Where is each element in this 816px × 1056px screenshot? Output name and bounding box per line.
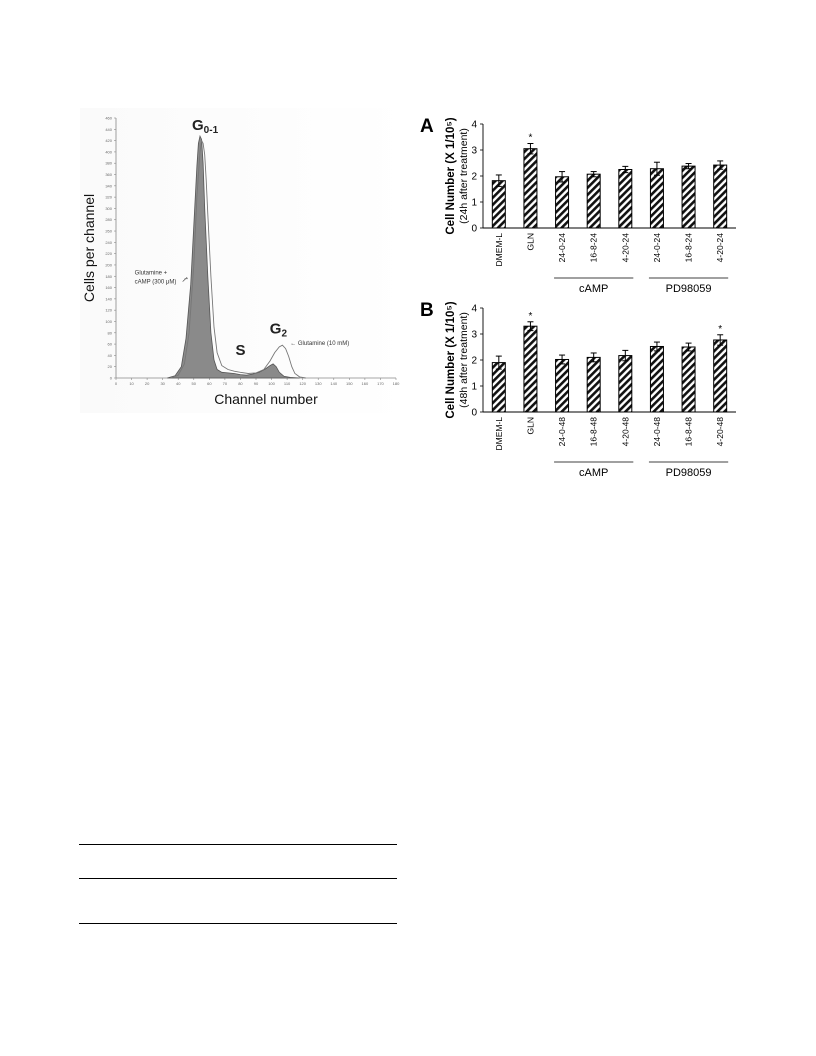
histogram-y-tick-label: 360 (105, 172, 112, 178)
group-label-b: cAMP (579, 467, 609, 479)
category-label-b: DMEM-L (493, 417, 504, 451)
category-label-a: 4-20-24 (715, 233, 726, 263)
histogram-x-tick-label: 90 (253, 381, 259, 386)
category-label-b: 24-0-48 (651, 417, 662, 447)
histogram-x-tick-label: 140 (330, 381, 338, 386)
y-tick-label-a: 1 (471, 197, 477, 209)
histogram-x-tick-label: 160 (361, 381, 369, 386)
cell-cycle-histogram (80, 108, 410, 413)
y-tick-label-a: 3 (471, 145, 477, 157)
bar-b (682, 347, 695, 412)
histogram-y-tick-label: 460 (105, 115, 112, 121)
histogram-y-tick-label: 280 (105, 217, 112, 223)
histogram-x-tick-label: 40 (175, 381, 181, 386)
bar-b (619, 356, 632, 412)
histogram-x-tick-label: 80 (238, 381, 243, 386)
histogram-y-tick-label: 420 (105, 138, 112, 144)
histogram-y-tick-label: 0 (109, 375, 112, 381)
bar-b (556, 359, 569, 412)
histogram-x-tick-label: 50 (191, 381, 197, 386)
histogram-y-tick-label: 300 (105, 205, 112, 211)
bar-b (587, 357, 600, 412)
histogram-x-tick-label: 120 (299, 381, 307, 386)
y-tick-label-a: 2 (471, 171, 477, 183)
significance-marker-a: * (528, 132, 533, 144)
y-axis-subtitle-a: (24h after treatment) (458, 128, 470, 224)
category-label-b: 4-20-48 (715, 417, 726, 447)
y-tick-label-b: 3 (471, 329, 477, 341)
histogram-x-tick-label: 100 (268, 381, 275, 386)
significance-marker-b: * (718, 323, 723, 335)
histogram-y-tick-label: 340 (105, 183, 112, 189)
peak-label: $G_2$ (269, 320, 288, 340)
histogram-y-tick-label: 380 (105, 160, 112, 166)
bar-a (714, 165, 727, 228)
category-label-a: 24-0-24 (651, 233, 662, 263)
group-label-a: cAMP (579, 283, 609, 293)
histogram-x-tick-label: 10 (129, 381, 134, 386)
panel-letter-b: B (420, 300, 434, 321)
bar-a (587, 174, 600, 228)
bar-a (556, 177, 569, 228)
group-label-a: PD98059 (665, 283, 712, 293)
category-label-a: 4-20-24 (620, 233, 631, 263)
bar-b (524, 326, 537, 412)
category-label-a: 24-0-24 (557, 233, 568, 263)
histogram-x-tick-label: 20 (144, 381, 150, 386)
category-label-a: GLN (525, 233, 536, 251)
histogram-x-tick-label: 170 (377, 381, 384, 386)
histogram-y-tick-label: 60 (107, 341, 112, 347)
bar-chart-panel-b (418, 292, 743, 497)
bar-a (619, 170, 632, 229)
histogram-y-tick-label: 320 (105, 194, 112, 200)
peak-label: S (235, 341, 246, 359)
annotation-glutamine-camp: cAMP (300 μM) (134, 279, 177, 286)
category-label-b: 16-8-48 (588, 417, 599, 447)
y-tick-label-b: 2 (471, 355, 477, 367)
bar-a (524, 149, 537, 228)
histogram-y-tick-label: 440 (105, 126, 112, 132)
histogram-y-tick-label: 220 (105, 251, 112, 257)
y-tick-label-b: 0 (471, 407, 477, 419)
panel-letter-a: A (420, 116, 434, 137)
histogram-x-tick-label: 60 (207, 381, 212, 386)
y-axis-subtitle-b: (48h after treatment) (458, 312, 470, 408)
annotation-glutamine: ← Glutamine (10 mM) (290, 341, 350, 348)
histogram-x-tick-label: 130 (314, 381, 322, 386)
y-axis-title-a: Cell Number (X 1/10⁵) (445, 117, 457, 235)
histogram-y-tick-label: 180 (105, 273, 112, 279)
histogram-x-tick-label: 30 (160, 381, 165, 386)
histogram-x-tick-label: 110 (283, 381, 291, 386)
category-label-b: 24-0-48 (557, 417, 568, 447)
histogram-x-tick-label: 70 (222, 381, 228, 386)
histogram-y-tick-label: 140 (105, 296, 112, 302)
y-axis-title-b: Cell Number (X 1/10⁵) (445, 301, 457, 419)
histogram-y-tick-label: 240 (105, 239, 112, 245)
histogram-y-tick-label: 80 (107, 330, 112, 336)
table-rule-top (79, 844, 397, 845)
y-tick-label-a: 4 (471, 119, 477, 131)
peak-label: $G_{0-1}$ (192, 116, 219, 136)
annotation-arrowhead: → (183, 275, 190, 282)
bar-b (492, 363, 505, 412)
bar-b (714, 340, 727, 412)
histogram-y-tick-label: 20 (107, 364, 112, 370)
y-tick-label-a: 0 (471, 223, 477, 235)
y-tick-label-b: 4 (471, 303, 477, 315)
histogram-y-tick-label: 160 (105, 285, 112, 291)
histogram-y-tick-label: 40 (107, 352, 112, 358)
category-label-a: 16-8-24 (588, 233, 599, 263)
histogram-y-tick-label: 260 (105, 228, 112, 234)
annotation-glutamine-camp: Glutamine + (134, 270, 168, 277)
category-label-a: DMEM-L (493, 233, 504, 267)
group-label-b: PD98059 (665, 467, 712, 479)
bar-b (650, 346, 663, 412)
category-label-b: 16-8-48 (683, 417, 694, 447)
category-label-b: 4-20-48 (620, 417, 631, 447)
bar-a (650, 169, 663, 228)
histogram-x-axis-title: Channel number (214, 391, 318, 407)
table-rule-bottom (79, 923, 397, 924)
bar-chart-panel-a (418, 108, 743, 293)
y-tick-label-b: 1 (471, 381, 477, 393)
category-label-b: GLN (525, 417, 536, 435)
bar-a (682, 166, 695, 228)
histogram-y-tick-label: 400 (105, 149, 112, 155)
histogram-x-tick-label: 180 (392, 381, 400, 386)
significance-marker-b: * (528, 310, 533, 322)
histogram-y-tick-label: 200 (105, 262, 112, 268)
histogram-x-tick-label: 150 (345, 381, 353, 386)
category-label-a: 16-8-24 (683, 233, 694, 263)
histogram-x-tick-label: 0 (114, 381, 118, 386)
histogram-y-tick-label: 120 (105, 307, 112, 313)
histogram-y-tick-label: 100 (105, 318, 112, 324)
bar-a (492, 181, 505, 228)
table-rule-middle (79, 878, 397, 879)
histogram-y-axis-title: Cells per channel (81, 193, 97, 303)
